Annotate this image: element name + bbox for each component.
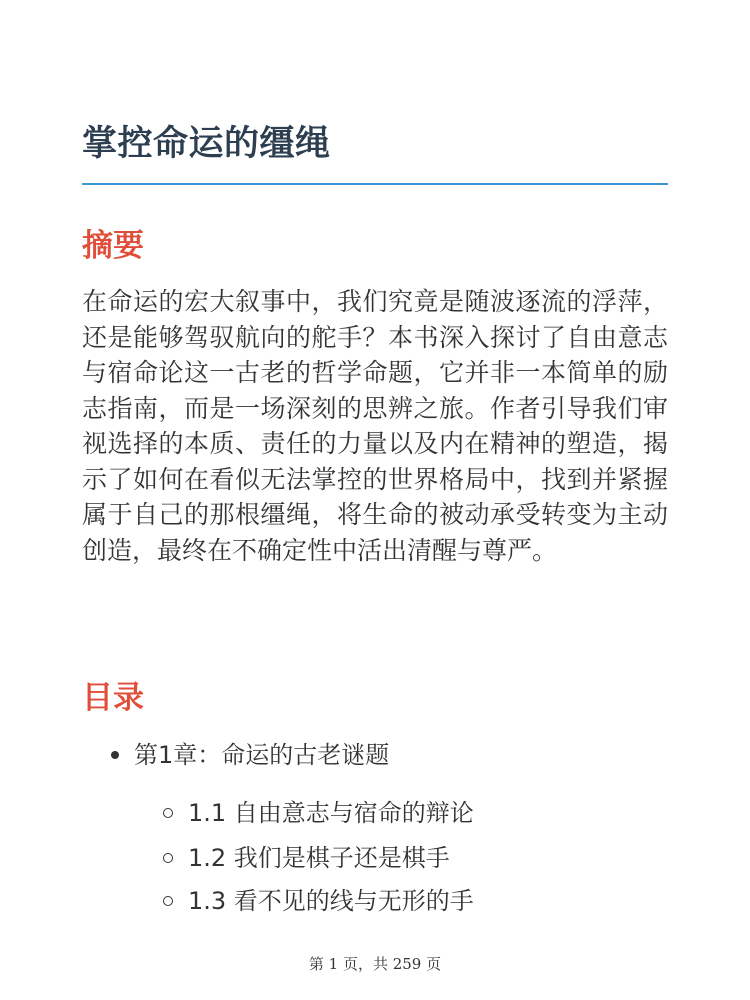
title-divider [82, 183, 668, 185]
abstract-text: 在命运的宏大叙事中，我们究竟是随波逐流的浮萍，还是能够驾驭航向的舵手？本书深入探讨了自由意志与宿命论这一古老的哲学命题，它并非一本简单的励志指南，而是一场深刻的思辨之旅。作者引导我们审视选择的本质、责任的力量以及内在精神的塑造，揭示了如何在看似无法掌控的世界格局中，找到并紧握属于自己的那根缰绳，将生命的被动承受转变为主动创造，最终在不确定性中活出清醒与尊严。 [82, 287, 668, 565]
bullet-disc-icon [111, 751, 119, 759]
toc-section-label: 1.2 我们是棋子还是棋手 [188, 844, 450, 872]
toc-section-1-3[interactable] [188, 885, 474, 917]
toc-section-label: 1.3 看不见的线与无形的手 [188, 887, 474, 915]
toc-chapter-1[interactable] [134, 739, 389, 771]
toc-section-label: 1.1 自由意志与宿命的辩论 [188, 799, 474, 827]
bullet-circle-icon [163, 896, 173, 906]
toc-chapter-label: 第1章：命运的古老谜题 [134, 741, 390, 769]
toc-section-1-1[interactable] [188, 797, 474, 829]
bullet-circle-icon [163, 853, 173, 863]
bullet-circle-icon [163, 808, 173, 818]
toc-heading: 目录 [82, 680, 144, 716]
document-title: 掌控命运的缰绳 [82, 124, 331, 164]
abstract-heading: 摘要 [82, 228, 144, 264]
page-number-footer: 第 1 页，共 259 页 [308, 955, 442, 973]
toc-section-1-2[interactable] [188, 842, 450, 874]
